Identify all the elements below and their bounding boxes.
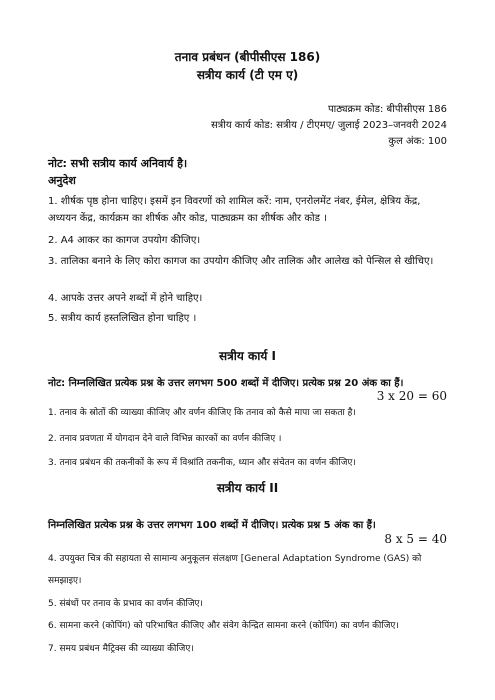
section-marks: 8 x 5 = 40: [384, 532, 447, 546]
instruction-item: 3. तालिका बनाने के लिए कोरा कागज का उपयोग कीजिए और तालिक और आलेख को पेन्सिल से खीचिए।: [48, 256, 434, 267]
question-item: 1. तनाव के स्रोतों की व्याख्या कीजिए और वर्णन कीजिए कि तनाव को कैसे मापा जा सकता है।: [48, 408, 356, 418]
instructions-heading: अनुदेश: [48, 174, 76, 187]
question-item: 5. संबंधों पर तनाव के प्रभाव का वर्णन कीजिए।: [48, 599, 203, 609]
question-item: 2. तनाव प्रवणता में योगदान देने वाले विभिन्न कारकों का वर्णन कीजिए ।: [48, 434, 282, 444]
question-item: 4. उपयुक्त चित्र की सहायता से सामान्य अनुकूलन संलक्षण [General Adaptation Syndrome (GAS) को समझाइए।: [48, 554, 422, 586]
question-item: 6. सामना करने (कोपिंग) को परिभाषित कीजिए और संवेग केन्द्रित सामना करने (कोपिंग) का वर्णन कीजिए।: [48, 621, 399, 631]
question-item: 7. समय प्रबंधन मैट्रिक्स की व्याख्या कीजिए।: [48, 644, 194, 654]
total-marks: कुल अंक: 100: [388, 136, 447, 147]
document-subtitle: सत्रीय कार्य (टी एम ए): [196, 68, 299, 82]
note: नोट: सभी सत्रीय कार्य अनिवार्य है।: [48, 157, 188, 170]
section-heading: सत्रीय कार्य I: [219, 349, 276, 363]
assignment-code: सत्रीय कार्य कोड: सत्रीय / टीएमए/ जुलाई 2023–जनवरी 2024: [210, 120, 447, 131]
instruction-item: 4. आपके उत्तर अपने शब्दों में होने चाहिए।: [48, 293, 203, 304]
instruction-item: 5. सत्रीय कार्य हस्तलिखित होना चाहिए ।: [48, 313, 197, 324]
document-title: तनाव प्रबंधन (बीपीसीएस 186): [174, 50, 321, 64]
section-note: नोट: निम्नलिखित प्रत्येक प्रश्न के उत्तर लगभग 500 शब्दों में दीजिए। प्रत्येक प्रश्न 20 अंक का हैं।: [48, 378, 404, 389]
section-heading: सत्रीय कार्य II: [216, 481, 279, 495]
section-marks: 3 x 20 = 60: [376, 389, 447, 403]
instruction-item: 2. A4 आकर का कागज उपयोग कीजिए।: [48, 235, 201, 246]
course-code: पाठ्यक्रम कोड: बीपीसीएस 186: [327, 104, 447, 115]
instruction-item: 1. शीर्षक पृष्ठ होना चाहिए। इसमें इन विवरणों को शामिल करें: नाम, एनरोलमेंट नंबर, ईमेल, क्षेत्रिय केंद्र, अध्ययन केंद्र, कार्यक्रम का शीर्षक और कोड, पाठ्यक्रम का शीर्षक और कोड ।: [48, 196, 421, 224]
section-note: निम्नलिखित प्रत्येक प्रश्न के उत्तर लगभग 100 शब्दों में दीजिए। प्रत्येक प्रश्न 5 अंक का हैं।: [48, 520, 376, 531]
question-item: 3. तनाव प्रबंधन की तकनीकों के रूप में विश्रांति तकनीक, ध्यान और संचेतन का वर्णन कीजिए।: [48, 458, 356, 468]
